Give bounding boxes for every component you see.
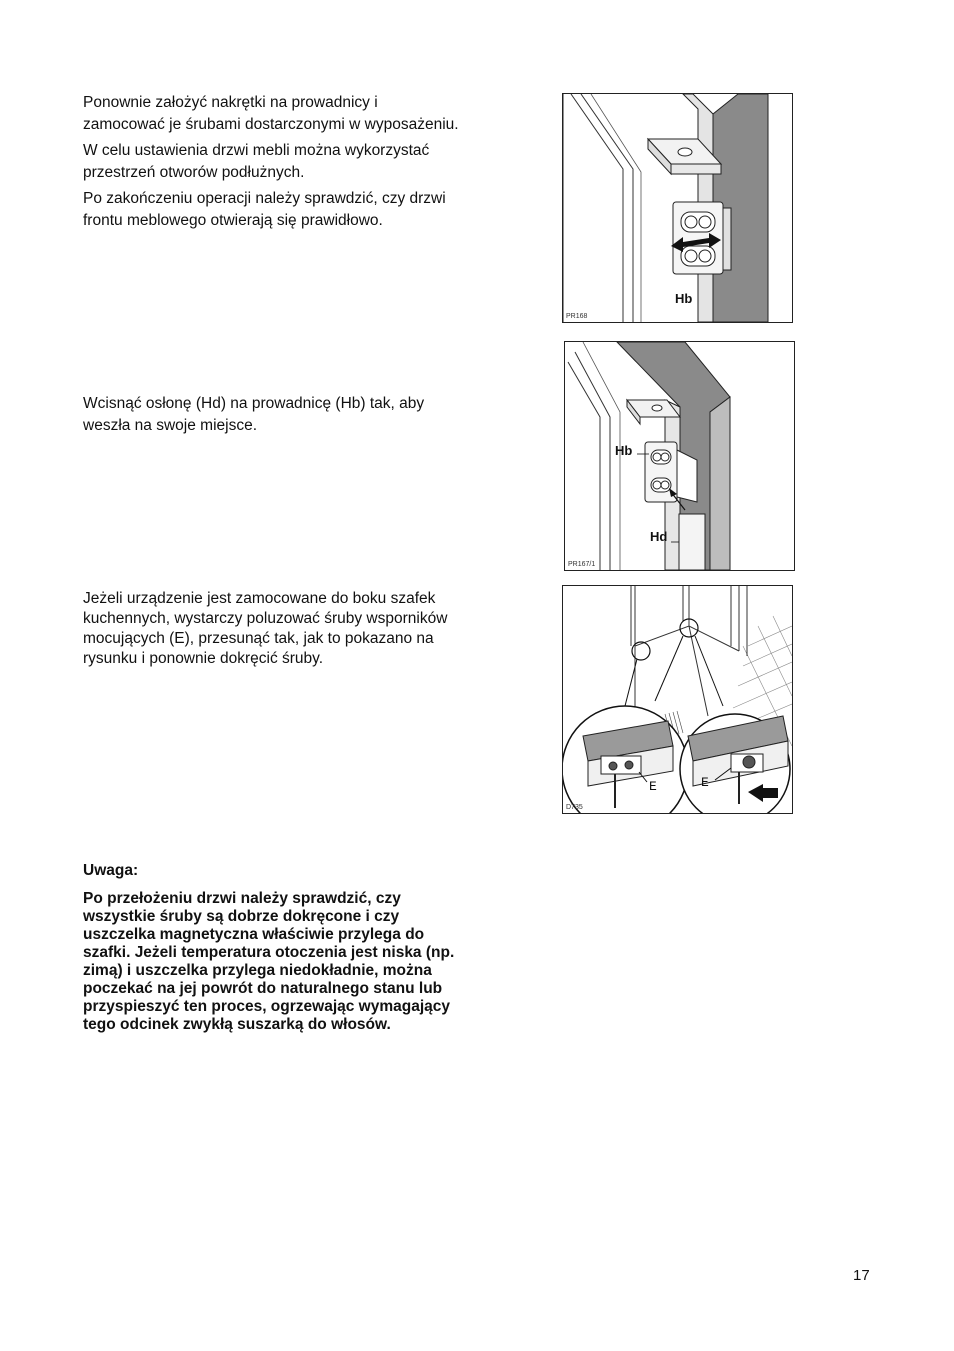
figure-code: PR168 <box>566 313 588 320</box>
figure-code: D735 <box>566 804 583 811</box>
instruction-paragraph: Wcisnąć osłonę (Hd) na prowadnicę (Hb) tak, aby weszła na swoje miejsce. <box>83 395 425 434</box>
note-title: Uwaga: <box>83 862 139 879</box>
instruction-block-door-adjust <box>83 92 463 236</box>
figure-label-hb: Hb <box>675 291 693 306</box>
instruction-block-brackets <box>83 589 473 673</box>
instruction-paragraph: Ponownie założyć nakrętki na prowadnicy i zamocować je śrubami dostarczonymi w wyposażeniu. <box>83 94 459 133</box>
figure-label-e-right: E <box>701 775 709 790</box>
instruction-paragraph: Po zakończeniu operacji należy sprawdzić, czy drzwi frontu meblowego otwierają się prawidłowo. <box>83 190 446 229</box>
page-number: 17 <box>853 1267 870 1284</box>
figure-label-hd: Hd <box>650 529 668 544</box>
figure-guide-adjust <box>562 93 793 323</box>
instruction-paragraph: W celu ustawienia drzwi mebli można wykorzystać przestrzeń otworów podłużnych. <box>83 142 430 181</box>
guide-adjust-illustration <box>563 94 792 322</box>
note-block <box>83 862 463 1034</box>
figure-label-e-left: E <box>649 779 657 794</box>
figure-mounting-brackets <box>562 585 793 814</box>
instruction-paragraph: Jeżeli urządzenie jest zamocowane do boku szafek kuchennych, wystarczy poluzować śruby wsporników mocujących (E), przesunąć tak, jak to pokazano na rysunku i ponownie dokręcić śruby. <box>83 590 448 667</box>
instruction-block-cover <box>83 393 463 441</box>
mounting-brackets-illustration <box>563 586 792 813</box>
note-body: Po przełożeniu drzwi należy sprawdzić, czy wszystkie śruby są dobrze dokręcone i czy uszczelka magnetyczna właściwie przylega do szafki. Jeżeli temperatura otoczenia jest niska (np. zimą) i uszczelka przylega niedokładnie, można poczekać na jej powrót do naturalnego stanu lub przyspieszyć ten proces, ogrzewając wymagający tego odcinek zwykłą suszarką do włosów. <box>83 890 455 1033</box>
figure-label-hb: Hb <box>615 443 633 458</box>
figure-code: PR167/1 <box>568 561 596 568</box>
cover-install-illustration <box>565 342 794 570</box>
figure-cover-install <box>564 341 795 571</box>
